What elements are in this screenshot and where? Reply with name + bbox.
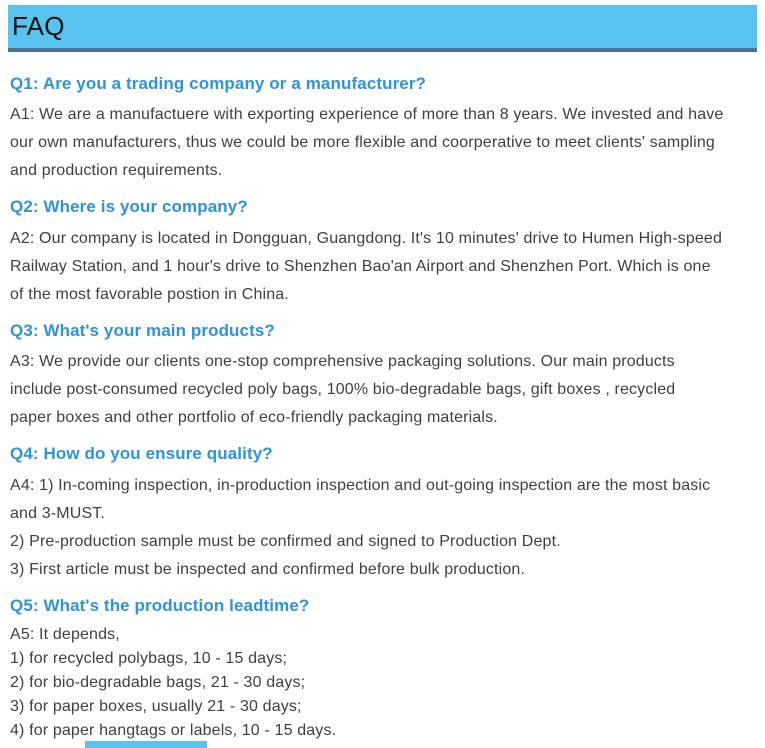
- answer-line: 2) Pre-production sample must be confirmed and signed to Production Dept.: [10, 532, 561, 550]
- faq-section: [10, 444, 755, 583]
- answer-line: and production requirements.: [10, 162, 223, 180]
- faq-question: Q5: What's the production leadtime?: [10, 595, 310, 615]
- faq-answer: [10, 225, 755, 309]
- answer-line: our own manufacturers, thus we could be more flexible and coorperative to meet clients' sampling: [10, 134, 715, 152]
- answer-line: A1: We are a manufactuere with exporting experience of more than 8 years. We invested and have: [10, 106, 724, 124]
- answer-line: A2: Our company is located in Dongguan, Guangdong. It's 10 minutes' drive to Humen High-speed: [10, 229, 723, 247]
- answer-line: and 3-MUST.: [10, 504, 106, 522]
- faq-section: [10, 596, 755, 743]
- faq-answer: [10, 101, 755, 185]
- answer-line: include post-consumed recycled poly bags, 100% bio-degradable bags, gift boxes , recycled: [10, 381, 676, 399]
- answer-line: 3) First article must be inspected and confirmed before bulk production.: [10, 560, 526, 578]
- answer-line: 4) for paper hangtags or labels, 10 - 15 days.: [10, 722, 337, 740]
- faq-content: [0, 52, 765, 743]
- next-section-bar-partial: [85, 741, 207, 748]
- answer-line: 2) for bio-degradable bags, 21 - 30 days;: [10, 674, 306, 692]
- section-header-bar: [8, 5, 757, 52]
- faq-question: Q1: Are you a trading company or a manufacturer?: [10, 74, 427, 93]
- faq-answer: [10, 472, 755, 584]
- answer-line: Railway Station, and 1 hour's drive to Shenzhen Bao'an Airport and Shenzhen Port. Which is one: [10, 257, 711, 275]
- answer-line: A3: We provide our clients one-stop comprehensive packaging solutions. Our main products: [10, 353, 675, 371]
- faq-answer: [10, 623, 755, 743]
- answer-line: 3) for paper boxes, usually 21 - 30 days;: [10, 698, 302, 716]
- page-title: FAQ: [12, 11, 65, 41]
- faq-section: [10, 321, 755, 432]
- faq-section: [10, 74, 755, 185]
- faq-answer: [10, 348, 755, 432]
- answer-line: A4: 1) In-coming inspection, in-production inspection and out-going inspection are the most basic: [10, 476, 711, 494]
- answer-line: A5: It depends,: [10, 626, 120, 644]
- answer-line: paper boxes and other portfolio of eco-friendly packaging materials.: [10, 409, 498, 427]
- faq-question: Q2: Where is your company?: [10, 197, 248, 217]
- faq-question: Q3: What's your main products?: [10, 320, 275, 340]
- answer-line: of the most favorable postion in China.: [10, 285, 289, 303]
- faq-question: Q4: How do you ensure quality?: [10, 444, 273, 464]
- faq-section: [10, 197, 755, 308]
- answer-line: 1) for recycled polybags, 10 - 15 days;: [10, 650, 288, 668]
